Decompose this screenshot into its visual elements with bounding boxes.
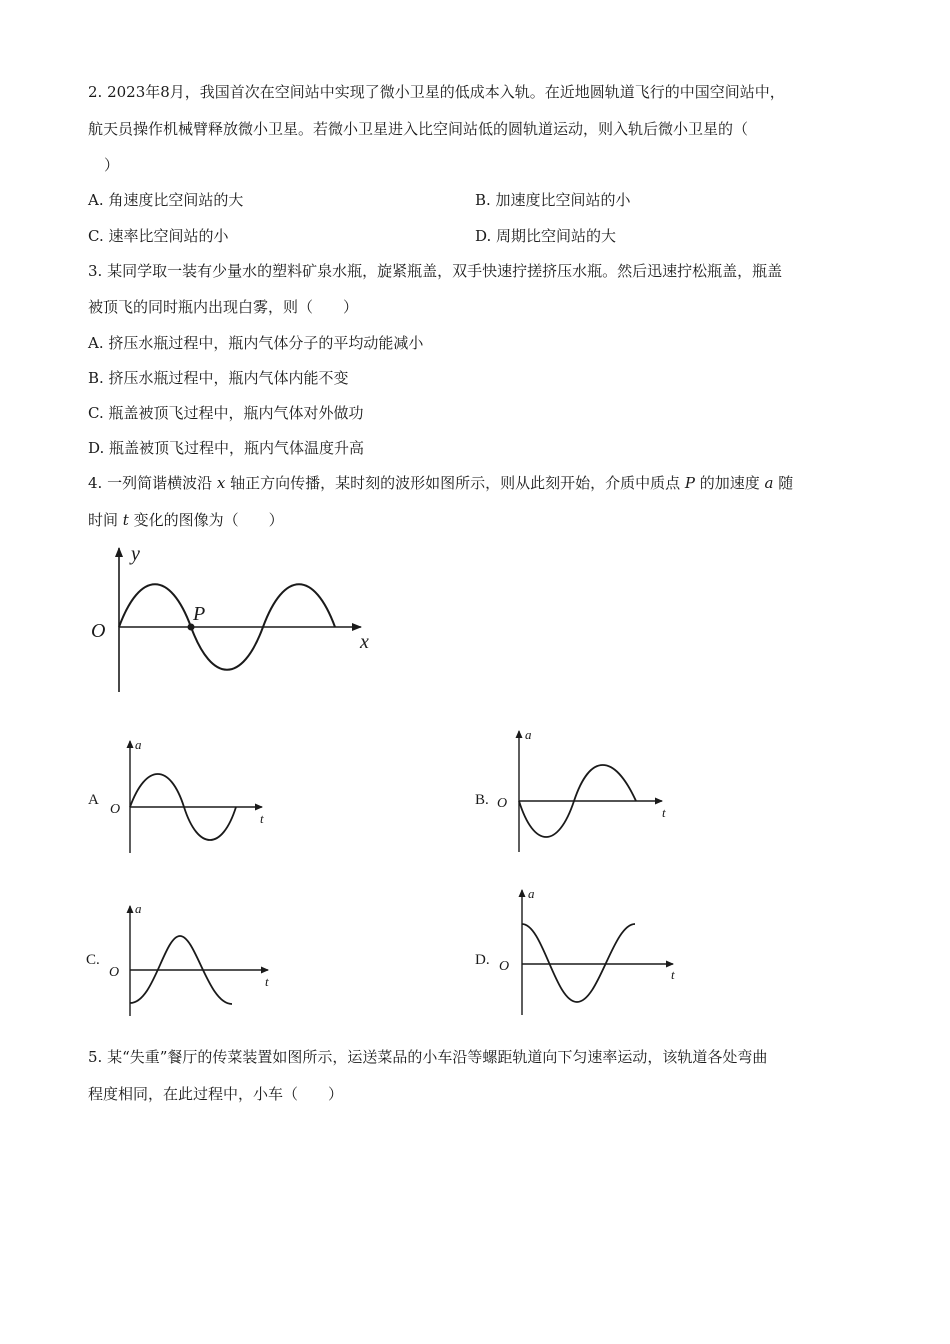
q4-stem-line1: 4. 一列简谐横波沿 x 轴正方向传播，某时刻的波形如图所示，则从此刻开始，介质中质点 P 的加速度 a 随 bbox=[88, 474, 794, 492]
q4-option-c-graph bbox=[100, 898, 290, 1018]
svg-text:O: O bbox=[110, 802, 121, 817]
q4-wave-x-label: x bbox=[360, 631, 369, 653]
svg-text:a: a bbox=[528, 886, 535, 901]
q3-option-b: B. 挤压水瓶过程中，瓶内气体内能不变 bbox=[88, 369, 349, 387]
q4-option-a-graph bbox=[100, 735, 280, 860]
q2-stem-line3: ） bbox=[104, 156, 120, 174]
svg-text:t: t bbox=[671, 967, 675, 982]
svg-text:O: O bbox=[499, 959, 510, 974]
q3-option-d: D. 瓶盖被顶飞过程中，瓶内气体温度升高 bbox=[88, 439, 365, 457]
q4-option-d-label: D. bbox=[475, 952, 490, 968]
svg-text:O: O bbox=[497, 796, 508, 811]
svg-text:t: t bbox=[260, 811, 264, 826]
q4-option-d-curve bbox=[522, 924, 635, 1002]
svg-text:a: a bbox=[135, 901, 142, 916]
q2-option-b: B. 加速度比空间站的小 bbox=[475, 191, 631, 209]
q2-stem-line2: 航天员操作机械臂释放微小卫星。若微小卫星进入比空间站低的圆轨道运动，则入轨后微小卫星的（ bbox=[88, 120, 749, 138]
svg-text:t: t bbox=[662, 805, 666, 820]
q2-option-c: C. 速率比空间站的小 bbox=[88, 227, 229, 245]
q2-option-d: D. 周期比空间站的大 bbox=[475, 227, 617, 245]
svg-text:O: O bbox=[109, 965, 120, 980]
q3-option-c: C. 瓶盖被顶飞过程中，瓶内气体对外做功 bbox=[88, 404, 364, 422]
q3-option-a: A. 挤压水瓶过程中，瓶内气体分子的平均动能减小 bbox=[88, 334, 424, 352]
svg-text:a: a bbox=[525, 727, 532, 742]
q4-option-b-label: B. bbox=[475, 792, 489, 808]
q5-stem-line2: 程度相同，在此过程中，小车（ ） bbox=[88, 1085, 344, 1103]
q4-wave-y-label: y bbox=[131, 543, 140, 565]
q4-option-b-graph bbox=[490, 725, 680, 855]
svg-text:t: t bbox=[265, 974, 269, 989]
q2-option-a: A. 角速度比空间站的大 bbox=[88, 191, 244, 209]
q3-stem-line1: 3. 某同学取一装有少量水的塑料矿泉水瓶，旋紧瓶盖，双手快速拧搓挤压水瓶。然后迅速拧松瓶盖，瓶盖 bbox=[88, 262, 783, 280]
q3-stem-line2: 被顶飞的同时瓶内出现白雾，则（ ） bbox=[88, 298, 359, 316]
q5-stem-line1: 5. 某“失重”餐厅的传菜装置如图所示，运送菜品的小车沿等螺距轨道向下匀速率运动，该轨道各处弯曲 bbox=[88, 1048, 768, 1066]
q4-point-p-label: P bbox=[193, 603, 206, 625]
svg-text:a: a bbox=[135, 737, 142, 752]
q4-wave-origin-label: O bbox=[91, 620, 106, 642]
q4-wave-graph bbox=[85, 540, 385, 700]
q4-option-c-label: C. bbox=[86, 952, 100, 968]
q4-option-d-graph bbox=[495, 884, 695, 1019]
q4-stem-line2: 时间 t 变化的图像为（ ） bbox=[88, 511, 284, 529]
q2-stem-line1: 2. 2023年8月，我国首次在空间站中实现了微小卫星的低成本入轨。在近地圆轨道飞行的中国空间站中， bbox=[88, 83, 785, 101]
q4-option-a-label: A bbox=[88, 792, 99, 808]
